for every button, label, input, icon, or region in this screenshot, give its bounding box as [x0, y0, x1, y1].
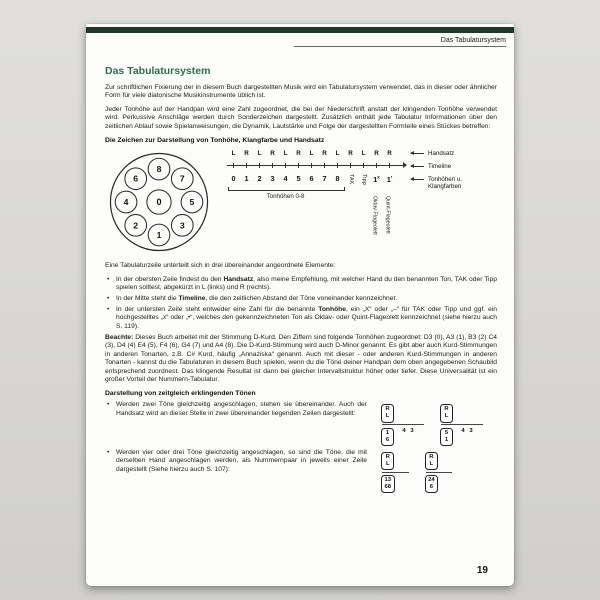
intro-paragraph-1: Zur schriftlichen Fixierung der in diesem Buch dargestellten Musik wird ein Tabulatursystem verwendet, das in dieser oder ähnlicher Form für viele diatonische Musikinstrumente üblich ist.: [105, 84, 497, 100]
mini-tablature: [381, 452, 409, 493]
single-note: 4: [461, 428, 465, 435]
note-paragraph: Beachte: Dieses Buch arbeitet mit der Stimmung D-Kurd. Den Ziffern sind folgende Tonhöhen zugeordnet: D3 (0), A3 (1), B3 (2) C4 (3), D4 (4) E4 (5), F4 (6), G4 (7) und A4 (8). Die D-Kurd-Stimmung wird auch D-Minor genannt. Es gibt aber auch Kurd-Stimmungen in anderen Tonarten, z.B. C# Kurd, häufig „Annaziska“ genannt. Auch mit dieser - oder anderen Kurd-Stimmungen in anderen Tonarten - kannst du die Tabulaturen in diesem Buch spielen, wenn du die Töne deiner Handpan dem oben angegebenen Schaubild entsprechend zuordnest. Das klingende Resultat ist dann bei gleicher Intervallstruktur höher oder tiefer. Diese Universalität ist ein großer Vorteil der Nummern-Tabulatur.: [105, 333, 497, 383]
handsatz-row: [227, 150, 396, 157]
single-note: 4: [402, 428, 406, 435]
handpan-tone-number: 3: [179, 220, 185, 231]
timeline-arrow-icon: [403, 162, 407, 168]
mini-tablature: [440, 404, 483, 445]
tone-symbol: 3: [270, 174, 275, 184]
bullet-item: [105, 295, 497, 303]
tablature-example: [227, 150, 411, 260]
tone-symbol: 0: [231, 174, 236, 184]
tones-caption: Tonhöhen 0-8: [266, 193, 305, 201]
handsatz-pair-box: R L: [425, 452, 438, 470]
quint-flageolett-label: Quint-Flageolett: [384, 196, 391, 234]
bullet-text: In der obersten Zeile findest du den Handsatz, also meine Empfehlung, mit welcher Hand du den benannten Ton, TAK oder Tipp spielen solltest, abgekürzt in L (links) und R (rechts).: [116, 275, 497, 292]
tones-legend-line1: Tonhöhen u.: [428, 176, 463, 184]
tones-legend-line2: Klangfarben: [428, 183, 462, 191]
handsatz-letter: L: [335, 150, 340, 158]
section-heading-symbols: Die Zeichen zur Darstellung von Tonhöhe, Klangfarbe und Handsatz: [105, 137, 325, 145]
arrow-left-icon: [411, 179, 424, 180]
timeline-tick: [337, 163, 338, 168]
tone-symbol: 6: [309, 174, 314, 184]
timeline-tick: [350, 163, 351, 168]
book-page: [86, 24, 514, 586]
handpan-diagram: [107, 150, 211, 254]
symbols-row: [227, 174, 396, 187]
page-title: Das Tabulatursystem: [105, 65, 211, 77]
timeline-tick: [389, 163, 390, 168]
bullet-dot: •: [107, 448, 110, 456]
timeline-tick: [311, 163, 312, 168]
page-number: 19: [476, 565, 488, 576]
arrow-left-icon: [411, 166, 424, 167]
timeline-legend-label: Timeline: [428, 163, 452, 171]
mini-tab-chord-column: [381, 452, 395, 493]
tone-symbol: 7: [322, 174, 327, 184]
timeline-tick: [272, 163, 273, 168]
running-header: Das Tabulatursystem: [440, 37, 506, 44]
mini-tab-chord-column: [381, 404, 394, 445]
timeline-tick: [363, 163, 364, 168]
multi-tone-examples: [367, 449, 452, 493]
handsatz-letter: L: [309, 150, 314, 158]
tone-symbol: 8: [335, 174, 340, 184]
mini-tablature: [381, 404, 424, 445]
bullet-text: In der Mitte steht die Timeline, die den zeitlichen Abstand der Töne voneinander kennzeichnet.: [116, 295, 398, 302]
handpan-tone-number: 4: [123, 197, 129, 208]
timeline-tick: [285, 163, 286, 168]
bullet-dot: •: [107, 275, 110, 283]
handsatz-letter: L: [361, 150, 366, 158]
handsatz-legend: [411, 150, 454, 157]
notes-pair-box: 13 68: [381, 475, 395, 493]
tones-bracket: [228, 187, 345, 191]
bullet-item: [105, 306, 497, 331]
handpan-tone-number: 5: [189, 197, 195, 208]
single-note: 3: [410, 428, 414, 435]
handpan-tone-number: 2: [133, 220, 139, 231]
tones-legend-label: [428, 176, 462, 190]
bullet-text: Werden zwei Töne gleichzeitig angeschlagen, stehen sie übereinander. Auch der Handsatz wird an dieser Stelle in zwei übereinander liegenden Zeilen dargestellt:: [116, 401, 367, 417]
arrow-left-icon: [411, 153, 424, 154]
simultaneous-bullet-1-row: [105, 401, 497, 445]
timeline-tick: [233, 163, 234, 168]
handsatz-letter: R: [374, 150, 379, 158]
tones-legend: [411, 176, 462, 190]
simultaneous-bullet-2-row: [105, 449, 497, 493]
timeline-tick: [376, 163, 377, 168]
handsatz-letter: R: [270, 150, 275, 158]
bullet-text: Werden vier oder drei Töne gleichzeitig angeschlagen, so sind die Töne, die mit derselben Hand angeschlagen werden, als Nummernpaar in jeweils einer Zeile dargestellt (Siehe hierzu auch S. 107):: [116, 448, 367, 473]
notes-pair-box: 1 6: [381, 428, 394, 446]
handsatz-letter: R: [322, 150, 327, 158]
intro-paragraph-2: Jeder Tonhöhe auf der Handpan wird eine Zahl zugeordnet, die bei der Niederschrift anstatt der klingenden Tonhöhe verwendet wird. Perkussive Anschläge werden durch Sonderzeichen dargestellt. Zusätzlich enthält jede Tabulatur Informationen über den zeitlichen Ablauf sowie Spielanweisungen, die Dynamik, Lautstärke und Folge der dargestellten Formteile eines Stückes betreffen:: [105, 105, 497, 130]
notes-pair-box: 24 6: [425, 475, 439, 493]
handsatz-letter: R: [244, 150, 249, 158]
bullet-dot: •: [107, 295, 110, 302]
elements-intro: Eine Tabulaturzeile unterteilt sich in drei übereinander angeordnete Elemente:: [105, 262, 336, 270]
handsatz-pair-box: R L: [440, 404, 453, 422]
tone-symbol: 2: [257, 174, 262, 184]
handsatz-letter: R: [296, 150, 301, 158]
timeline-ticks: [227, 162, 396, 168]
page-content: [86, 47, 514, 493]
timeline-tick: [324, 163, 325, 168]
section-heading-simultaneous: Darstellung von zeitgleich erklingenden Tönen: [105, 390, 256, 398]
mini-tablature: [425, 452, 453, 493]
handsatz-letter: R: [348, 150, 353, 158]
handpan-tone-number: 1: [156, 230, 162, 241]
tone-symbol: 1: [244, 174, 249, 184]
bullet-item: [105, 449, 367, 491]
handsatz-letter: R: [387, 150, 392, 158]
chapter-color-bar: [86, 27, 514, 33]
tone-symbol: 1•: [386, 174, 393, 184]
bullet-item: [105, 401, 367, 443]
handsatz-letter: L: [257, 150, 262, 158]
bullet-dot: •: [107, 401, 110, 409]
timeline-legend: [411, 163, 451, 170]
bullet-dot: •: [107, 305, 110, 313]
handpan-tone-number: 7: [179, 173, 185, 184]
handpan-tone-number: 6: [133, 173, 139, 184]
timeline-row: [227, 162, 411, 170]
tone-symbol: 4: [283, 174, 288, 184]
handsatz-pair-box: R L: [381, 452, 394, 470]
mini-tab-chord-column: [425, 452, 439, 493]
two-tone-examples: [367, 401, 483, 445]
tone-symbol: 1$^x$: [373, 174, 380, 184]
tone-symbol: TAK: [348, 174, 355, 185]
elements-bullet-list: [105, 276, 497, 332]
single-note: 3: [469, 428, 473, 435]
oktav-flageolett-label: Oktav-Flageolett: [371, 196, 378, 236]
tablature-diagram: [105, 148, 497, 260]
notes-pair-box: 5 1: [440, 428, 453, 446]
tone-symbol: 5: [296, 174, 301, 184]
handsatz-letter: L: [283, 150, 288, 158]
timeline-tick: [259, 163, 260, 168]
handsatz-legend-label: Handsatz: [428, 150, 455, 158]
bullet-item: [105, 276, 497, 293]
handsatz-letter: L: [231, 150, 236, 158]
tone-symbol: Tipp: [361, 174, 368, 186]
timeline-tick: [246, 163, 247, 168]
handsatz-pair-box: R L: [381, 404, 394, 422]
mini-tab-chord-column: [440, 404, 453, 445]
timeline-tick: [298, 163, 299, 168]
bullet-text: In der untersten Zeile steht entweder eine Zahl für die benannte Tonhöhe, ein „X“ oder „–“ für TAK oder Tipp und ggf. ein hochgestelltes „x“ oder „•“, welches den gekennzeichneten Ton als Oktav- oder Quint-Flageolett kennzeichnet (siehe hierzu auch S. 119).: [116, 305, 497, 330]
handpan-tone-number: 8: [156, 164, 162, 175]
handpan-tone-number: 0: [156, 197, 162, 208]
